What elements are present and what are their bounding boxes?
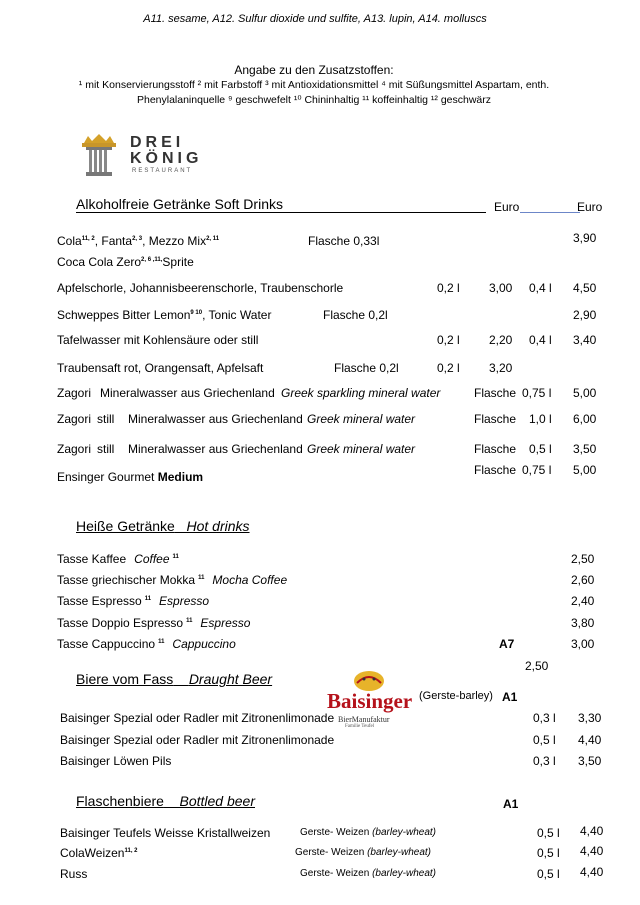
traubensaft-vol: 0,2 l bbox=[437, 361, 460, 375]
schweppes-size: Flasche 0,2l bbox=[323, 308, 388, 322]
hot-item-en: Coffee bbox=[134, 552, 170, 566]
logo-sub: RESTAURANT bbox=[132, 168, 193, 174]
zagori-3-still: still bbox=[97, 442, 115, 456]
bottled-item-grain bbox=[300, 827, 436, 838]
hot-item-name bbox=[57, 594, 209, 608]
hot-item-de: Tasse Espresso bbox=[57, 594, 142, 608]
hot-item-de: Tasse Cappuccino bbox=[57, 637, 156, 651]
coke-zero-label: Coca Cola Zero bbox=[57, 255, 142, 269]
schweppes-sup: 9 10 bbox=[190, 310, 203, 316]
schweppes-row bbox=[57, 308, 271, 322]
bottled-allergen: A1 bbox=[503, 797, 519, 811]
hot-item-en: Espresso bbox=[159, 594, 210, 608]
zagori-3-en: Greek mineral water bbox=[307, 442, 416, 456]
hot-item-price: 2,60 bbox=[571, 573, 595, 587]
zagori-1-desc: Mineralwasser aus Griechenland bbox=[100, 386, 275, 400]
bottled-item-grain bbox=[300, 868, 436, 879]
bottled-item-price: 4,40 bbox=[580, 865, 604, 879]
draught-title-en: Draught Beer bbox=[188, 671, 273, 687]
bottled-item-name-wrap bbox=[60, 826, 270, 840]
hot-item-sup: 11 bbox=[144, 596, 152, 602]
sprite-label: Sprite bbox=[162, 255, 194, 269]
bottled-item-grain-de: Gerste- Weizen bbox=[300, 868, 370, 879]
bottled-item-grain-de: Gerste- Weizen bbox=[295, 847, 365, 858]
hot-drinks-title-de: Heiße Getränke bbox=[76, 518, 175, 534]
tafelwasser-vol-1: 0,2 l bbox=[437, 333, 460, 347]
schorle-name: Apfelschorle, Johannisbeerenschorle, Traubenschorle bbox=[57, 281, 344, 295]
ensinger-flasche: Flasche bbox=[474, 463, 517, 477]
hot-item-en: Espresso bbox=[200, 616, 251, 630]
bottled-item-name: ColaWeizen bbox=[60, 846, 125, 860]
hot-allergen: A7 bbox=[499, 637, 515, 651]
schweppes-price: 2,90 bbox=[573, 308, 597, 322]
draught-item-vol: 0,3 l bbox=[533, 754, 556, 768]
cola-row-name bbox=[57, 234, 219, 248]
draught-item-name: Baisinger Löwen Pils bbox=[60, 754, 172, 768]
hot-item-en-sup: 11 bbox=[172, 554, 179, 560]
cola-price: 3,90 bbox=[573, 231, 597, 245]
draught-allergen: A1 bbox=[502, 690, 518, 704]
hot-item-de: Tasse Kaffee bbox=[57, 552, 127, 566]
hot-item-name bbox=[57, 637, 236, 651]
tafelwasser-price-1: 2,20 bbox=[489, 333, 513, 347]
zagori-2-flasche: Flasche bbox=[474, 412, 517, 426]
bottled-item-vol: 0,5 l bbox=[537, 826, 560, 840]
cola-size: Flasche 0,33l bbox=[308, 234, 380, 248]
hot-item-de: Tasse Doppio Espresso bbox=[57, 616, 184, 630]
zagori-2-desc: Mineralwasser aus Griechenland bbox=[128, 412, 303, 426]
schorle-price-1: 3,00 bbox=[489, 281, 513, 295]
tonic-label: , Tonic Water bbox=[202, 308, 272, 322]
draught-item-price: 3,30 bbox=[578, 711, 602, 725]
draught-title-de: Biere vom Fass bbox=[76, 671, 174, 687]
cola-sup: 11, 2 bbox=[81, 236, 95, 242]
ensinger-medium: Medium bbox=[157, 470, 204, 484]
mezzo-sup: 2, 11 bbox=[206, 236, 220, 242]
baisinger-sub-1: BierManufaktur bbox=[338, 715, 390, 724]
coke-zero-row bbox=[57, 255, 194, 269]
bottled-item-vol: 0,5 l bbox=[537, 867, 560, 881]
bottled-item-grain-en: (barley-wheat) bbox=[372, 868, 436, 879]
bottled-item-name: Russ bbox=[60, 867, 88, 881]
coke-zero-sup: 2, 6 ,11, bbox=[141, 257, 163, 263]
bottled-item-sup: 11, 2 bbox=[124, 848, 138, 854]
drei-koenig-logo bbox=[76, 133, 226, 179]
hot-drinks-title-en: Hot drinks bbox=[186, 518, 250, 534]
schorle-price-2: 4,50 bbox=[573, 281, 597, 295]
additives-line-1: ¹ mit Konservierungsstoff ² mit Farbstoff ³ mit Antioxidationsmittel ⁴ mit Süßungsmittel Aspartam, enth. bbox=[78, 79, 550, 91]
bottled-item-price: 4,40 bbox=[580, 824, 604, 838]
draught-item-vol: 0,5 l bbox=[533, 733, 556, 747]
zagori-1-brand: Zagori bbox=[57, 386, 92, 400]
hot-item-price: 2,40 bbox=[571, 594, 595, 608]
bottled-heading bbox=[76, 793, 255, 809]
bottled-item-vol: 0,5 l bbox=[537, 846, 560, 860]
tafelwasser-vol-2: 0,4 l bbox=[529, 333, 552, 347]
traubensaft-name: Traubensaft rot, Orangensaft, Apfelsaft bbox=[57, 361, 264, 375]
zagori-3-vol: 0,5 l bbox=[529, 442, 552, 456]
bottled-item-grain-de: Gerste- Weizen bbox=[300, 827, 370, 838]
zagori-3-brand: Zagori bbox=[57, 442, 92, 456]
draught-item-price: 3,50 bbox=[578, 754, 602, 768]
bottled-item-grain-en: (barley-wheat) bbox=[367, 847, 431, 858]
zagori-1-flasche: Flasche bbox=[474, 386, 517, 400]
zagori-1-price: 5,00 bbox=[573, 386, 597, 400]
soft-drinks-heading: Alkoholfreie Getränke Soft Drinks bbox=[76, 196, 283, 212]
draught-grain: (Gerste-barley) bbox=[419, 690, 493, 702]
allergen-line: A11. sesame, A12. Sulfur dioxide und sulfite, A13. lupin, A14. molluscs bbox=[143, 13, 487, 25]
ensinger-row bbox=[57, 470, 203, 484]
additives-title: Angabe zu den Zusatzstoffen: bbox=[234, 63, 394, 77]
hot-item-name bbox=[57, 573, 287, 587]
bottled-item-grain-en: (barley-wheat) bbox=[372, 827, 436, 838]
hot-item-en: Cappuccino bbox=[172, 637, 236, 651]
bottled-item-grain bbox=[295, 847, 431, 858]
hot-item-name bbox=[57, 616, 250, 630]
schorle-vol-1: 0,2 l bbox=[437, 281, 460, 295]
draught-heading bbox=[76, 671, 272, 687]
bottled-item-name-wrap bbox=[60, 867, 87, 881]
zagori-2-vol: 1,0 l bbox=[529, 412, 552, 426]
mezzo-label: , Mezzo Mix bbox=[142, 234, 207, 248]
zagori-2-en: Greek mineral water bbox=[307, 412, 416, 426]
zagori-2-price: 6,00 bbox=[573, 412, 597, 426]
traubensaft-size: Flasche 0,2l bbox=[334, 361, 399, 375]
hot-item-price: 3,00 bbox=[571, 637, 595, 651]
hot-item-en: Mocha Coffee bbox=[212, 573, 288, 587]
baisinger-sub-2: Familie Teufel bbox=[345, 724, 375, 729]
draught-item-name: Baisinger Spezial oder Radler mit Zitronenlimonade bbox=[60, 711, 335, 725]
bottled-item-price: 4,40 bbox=[580, 844, 604, 858]
crown-column-icon bbox=[76, 133, 122, 179]
baisinger-wordmark: Baisinger bbox=[327, 689, 413, 713]
baisinger-logo bbox=[326, 667, 412, 733]
hot-item-price: 3,80 bbox=[571, 616, 595, 630]
zagori-1-en: Greek sparkling mineral water bbox=[281, 386, 441, 400]
bottled-item-name-wrap bbox=[60, 846, 138, 860]
schweppes-label: Schweppes Bitter Lemon bbox=[57, 308, 191, 322]
ensinger-label: Ensinger Gourmet bbox=[57, 470, 155, 484]
traubensaft-price: 3,20 bbox=[489, 361, 513, 375]
hot-item-de: Tasse griechischer Mokka bbox=[57, 573, 196, 587]
hot-item-sup: 11 bbox=[186, 618, 193, 624]
ensinger-vol: 0,75 l bbox=[522, 463, 552, 477]
hot-item-price: 2,50 bbox=[571, 552, 595, 566]
hot-item-sup: 11 bbox=[158, 639, 165, 645]
draught-item-name: Baisinger Spezial oder Radler mit Zitronenlimonade bbox=[60, 733, 335, 747]
bottled-title-de: Flaschenbiere bbox=[76, 793, 164, 809]
draught-item-price: 4,40 bbox=[578, 733, 602, 747]
hot-item-name bbox=[57, 552, 179, 566]
zagori-3-price: 3,50 bbox=[573, 442, 597, 456]
bottled-title-en: Bottled beer bbox=[179, 793, 255, 809]
tafelwasser-price-2: 3,40 bbox=[573, 333, 597, 347]
zagori-2-still: still bbox=[97, 412, 115, 426]
zagori-1-vol: 0,75 l bbox=[522, 386, 552, 400]
tafelwasser-name: Tafelwasser mit Kohlensäure oder still bbox=[57, 333, 259, 347]
euro-label-2: Euro bbox=[577, 200, 603, 214]
schorle-vol-2: 0,4 l bbox=[529, 281, 552, 295]
additives-line-2: Phenylalaninquelle ⁹ geschwefelt ¹⁰ Chininhaltig ¹¹ koffeinhaltig ¹² geschwärz bbox=[136, 94, 492, 106]
logo-line-2: KÖNIG bbox=[130, 150, 203, 167]
zagori-2-brand: Zagori bbox=[57, 412, 92, 426]
logo-line-1: DREI bbox=[130, 134, 185, 151]
bottled-item-name: Baisinger Teufels Weisse Kristallweizen bbox=[60, 826, 271, 840]
zagori-3-flasche: Flasche bbox=[474, 442, 517, 456]
euro-label-1: Euro bbox=[494, 200, 520, 214]
fanta-sup: 2, 3 bbox=[132, 236, 143, 242]
draught-item-vol: 0,3 l bbox=[533, 711, 556, 725]
hot-item-sup: 11 bbox=[198, 575, 205, 581]
hot-drinks-heading bbox=[76, 518, 250, 534]
zagori-3-desc: Mineralwasser aus Griechenland bbox=[128, 442, 303, 456]
hot-extra-price: 2,50 bbox=[525, 659, 549, 673]
ensinger-price: 5,00 bbox=[573, 463, 597, 477]
fanta-label: , Fanta bbox=[94, 234, 133, 248]
cola-label: Cola bbox=[57, 234, 82, 248]
